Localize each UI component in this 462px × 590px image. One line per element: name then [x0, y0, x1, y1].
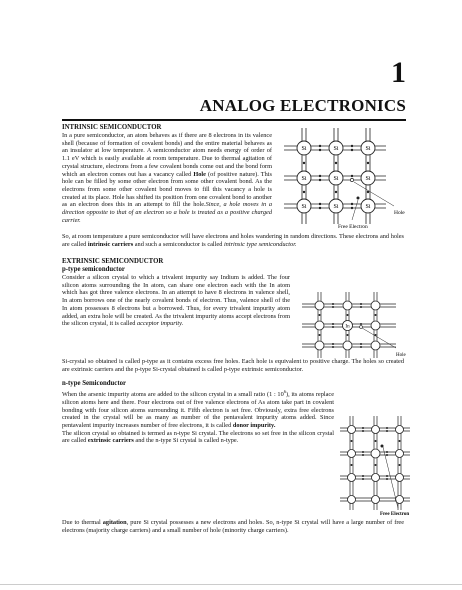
intrinsic-section [62, 124, 272, 224]
intrinsic-paragraph-2: So, at room temperature a pure semiconductor will have electrons and holes wandering in random directions. These electrons and holes are called intrinsic carriers and such a semiconductor is called intrinsic type semiconductor. [62, 233, 404, 248]
free-electron-marker [357, 197, 360, 200]
ptype-paragraph-1: Consider a silicon crystal to which a trivalent impurity say Indium is added. The four silicon atoms surrounding the In atom, can share one electron each with the In atom which has got three valence electrons. In an attempt to have 8 electrons in valence shell, In atom borrows one of the nearly covalent bonds of electron. Thus, valence shell of the In atom possesses 8 electrons but a borrowed. Thus, for every trivalent impurity atom added, an extra hole will be created. As the trivalent impurity atoms accept electrons from the silicon crystal, it is called acceptor impurity. [62, 274, 290, 328]
intrinsic-lattice-figure [282, 124, 412, 232]
ntype-lattice-figure [338, 414, 414, 518]
acceptor-hole-marker [360, 326, 363, 329]
ptype-lattice-figure [300, 290, 412, 362]
page-bottom-edge [0, 584, 462, 585]
ntype-paragraph-1: When the arsenic impurity atoms are added to the silicon crystal in a small ratio (1 : $10^6$), its atoms replace silicon atoms here and there. Four electrons out of five valence electrons of As atom take part in covalent bonding with four silicon atoms surrounding it. Fifth electron is set free. Obviously, extra free electrons created in the crystal will be as many as number of the pentavalent impurity atoms added. Since pentavalent impurity increases number of free electrons, it is called donor impurity. [62, 389, 335, 429]
ptype-hole-label: Hole [396, 353, 406, 358]
ntype-paragraph-3: Due to thermal agitation, pure Si crystal possesses a new electrons and holes. So, n-type Si crystal will have a large number of free electrons (majority charge carriers) and a small number of hole (minority charge carriers). [62, 519, 405, 534]
ntype-paragraph-2: The silicon crystal so obtained is termed as n-type Si crystal. The electrons so set free in the silicon crystal are called extrinsic carriers and the n-type Si crystal is called n-type. [62, 429, 334, 445]
ntype-section [62, 380, 334, 445]
svg-text:Si: Si [365, 204, 371, 210]
svg-text:Si: Si [301, 146, 307, 152]
intrinsic-heading: INTRINSIC SEMICONDUCTOR [62, 124, 162, 131]
svg-text:Si: Si [365, 176, 371, 182]
svg-text:Si: Si [333, 176, 339, 182]
svg-text:Si: Si [365, 146, 371, 152]
intrinsic-paragraph-1: In a pure semiconductor, an atom behaves as if there are 8 electrons in its valence shell (because of formation of covalent bonds) and the entire material behaves as an insulator at low temperature. A semiconductor atom needs energy of order of 1.1 eV which is easily available at room temperature. Due to thermal agitation of crystal structure, electrons from a few covalent bonds come out and the bond form which an electron comes out has a vacancy called Hole (of positive nature). This hole can be filled by some other electron from some other covalent bond. As the electrons from some other covalent bond moves to fill this vacancy a hole is created at its place. Hole has shifted its position from one covalent bond to another as an electron does this in an attempt to fill the hole.Since, a hole moves in a direction opposite to that of an electron so a hole is treated as a positive charged carrier. [62, 132, 273, 224]
ntype-heading: n-type Semiconductor [62, 380, 126, 387]
svg-text:Si: Si [301, 176, 307, 182]
free-electron-label: Free Electron [338, 224, 368, 230]
ptype-heading: p-type semiconductor [62, 266, 125, 273]
hole-marker [350, 178, 353, 181]
svg-text:Si: Si [333, 146, 339, 152]
title-rule [62, 119, 406, 121]
extrinsic-heading: EXTRINSIC SEMICONDUCTOR [62, 258, 164, 265]
svg-text:Si: Si [301, 204, 307, 210]
hole-label: Hole [394, 210, 405, 216]
chapter-number: 1 [391, 56, 406, 89]
ntype-free-electron-label: Free Electron [380, 512, 410, 517]
chapter-title: ANALOG ELECTRONICS [199, 96, 406, 115]
extrinsic-section [62, 258, 290, 328]
ptype-paragraph-2: Si-crystal so obtained is called p-type as it contains excess free holes. Each hole is equivalent to positive charge. The holes so created are extrinsic carriers and the p-type Si-crystal obtained is called p-type extrinsic semiconductor. [62, 358, 404, 373]
indium-atom-label: In [345, 324, 350, 330]
svg-text:Si: Si [333, 204, 339, 210]
